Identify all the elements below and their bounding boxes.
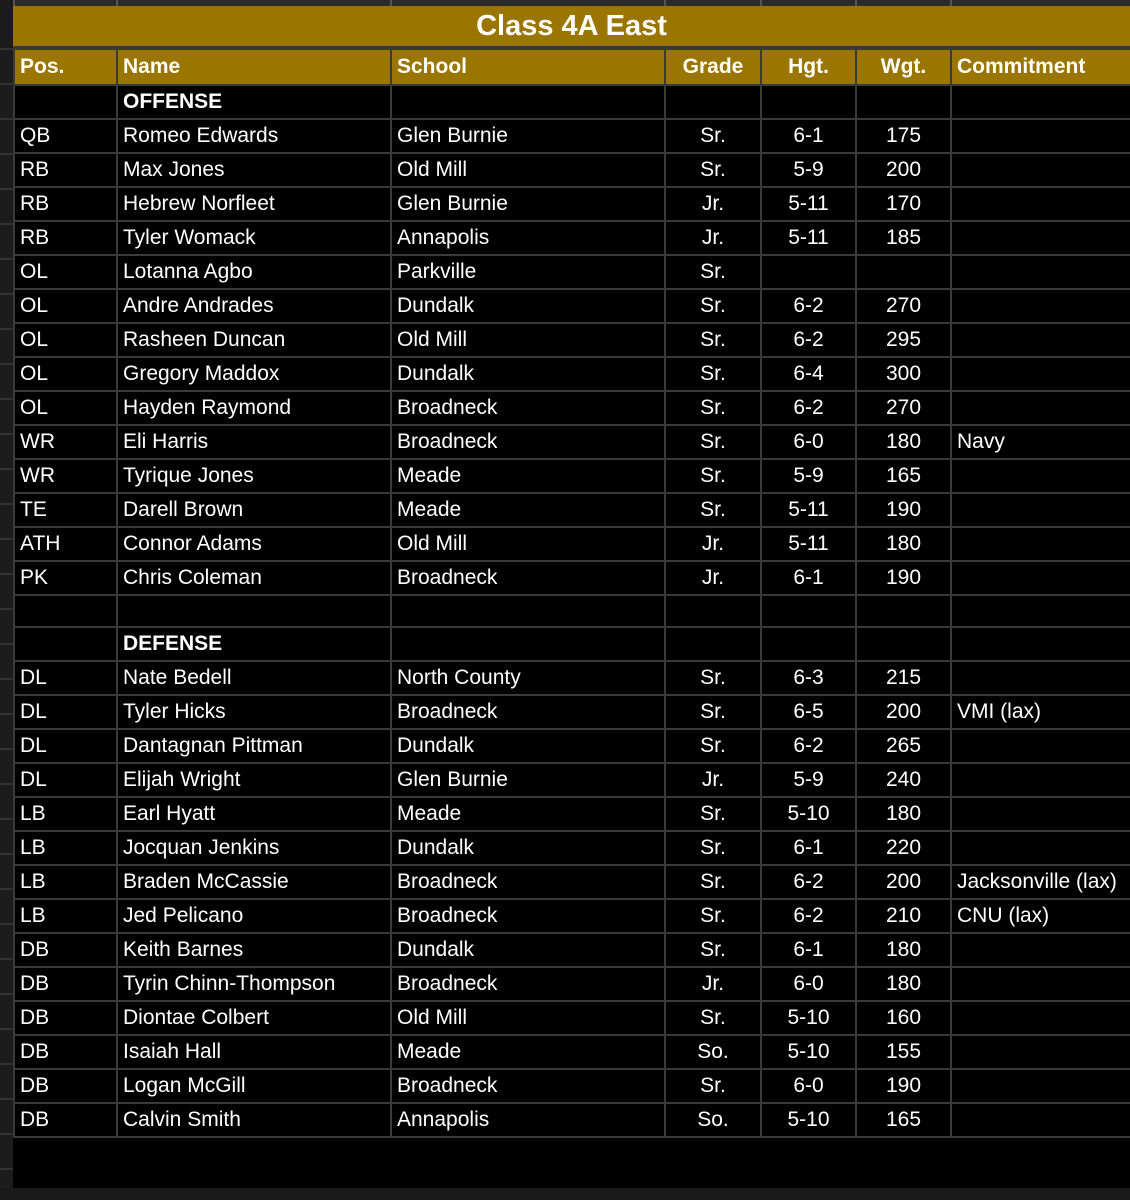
cell-commitment[interactable] <box>951 323 1130 357</box>
cell-height[interactable]: 6-1 <box>761 831 856 865</box>
cell-height[interactable]: 6-0 <box>761 967 856 1001</box>
cell-name[interactable]: Diontae Colbert <box>117 1001 391 1035</box>
cell-commitment[interactable] <box>951 933 1130 967</box>
cell-name[interactable]: Tyler Hicks <box>117 695 391 729</box>
row-header-divider <box>0 48 13 50</box>
table-row <box>14 933 1130 967</box>
cell-pos[interactable]: RB <box>14 153 117 187</box>
cell-pos[interactable]: DB <box>14 1103 117 1137</box>
cell-height[interactable] <box>761 85 856 119</box>
table-row <box>14 661 1130 695</box>
cell-school[interactable]: Broadneck <box>391 425 665 459</box>
cell-pos[interactable]: DB <box>14 1001 117 1035</box>
cell-commitment[interactable] <box>951 1103 1130 1137</box>
cell-pos[interactable]: DL <box>14 695 117 729</box>
row-header-divider <box>0 573 13 575</box>
cell-grade[interactable]: Jr. <box>665 221 761 255</box>
cell-height[interactable]: 5-10 <box>761 797 856 831</box>
cell-commitment[interactable]: VMI (lax) <box>951 695 1130 729</box>
cell-name[interactable]: Jed Pelicano <box>117 899 391 933</box>
cell-weight[interactable] <box>856 627 951 661</box>
cell-commitment[interactable] <box>951 119 1130 153</box>
row-header-strip <box>0 0 13 1200</box>
cell-height[interactable]: 6-2 <box>761 391 856 425</box>
cell-school[interactable]: North County <box>391 661 665 695</box>
cell-weight[interactable]: 270 <box>856 391 951 425</box>
cell-grade[interactable]: Jr. <box>665 527 761 561</box>
table-row <box>14 1069 1130 1103</box>
cell-grade[interactable]: Sr. <box>665 1001 761 1035</box>
cell-grade[interactable]: Sr. <box>665 323 761 357</box>
cell-weight[interactable]: 190 <box>856 1069 951 1103</box>
row-header-divider <box>0 1028 13 1030</box>
cell-commitment[interactable]: Jacksonville (lax) <box>951 865 1130 899</box>
table-row <box>14 459 1130 493</box>
column-header-commitment[interactable]: Commitment <box>951 49 1130 85</box>
row-header-divider <box>0 783 13 785</box>
row-header-divider <box>0 678 13 680</box>
cell-weight[interactable]: 180 <box>856 933 951 967</box>
cell-weight[interactable]: 210 <box>856 899 951 933</box>
cell-pos[interactable]: PK <box>14 561 117 595</box>
cell-grade[interactable]: Sr. <box>665 153 761 187</box>
cell-commitment[interactable] <box>951 595 1130 627</box>
table-row <box>14 323 1130 357</box>
cell-weight[interactable]: 270 <box>856 289 951 323</box>
cell-school[interactable]: Meade <box>391 797 665 831</box>
cell-commitment[interactable] <box>951 255 1130 289</box>
cell-height[interactable]: 6-2 <box>761 729 856 763</box>
cell-height[interactable] <box>761 595 856 627</box>
cell-name[interactable]: Tyrique Jones <box>117 459 391 493</box>
cell-grade[interactable]: Sr. <box>665 661 761 695</box>
cell-pos[interactable]: OL <box>14 255 117 289</box>
cell-school[interactable]: Dundalk <box>391 729 665 763</box>
cell-pos[interactable]: LB <box>14 899 117 933</box>
cell-grade[interactable]: Sr. <box>665 357 761 391</box>
cell-weight[interactable] <box>856 255 951 289</box>
table-row <box>14 695 1130 729</box>
cell-commitment[interactable] <box>951 561 1130 595</box>
column-header-grade[interactable]: Grade <box>665 49 761 85</box>
cell-height[interactable]: 6-2 <box>761 865 856 899</box>
row-header-divider <box>0 748 13 750</box>
cell-grade[interactable]: So. <box>665 1035 761 1069</box>
cell-school[interactable]: Old Mill <box>391 323 665 357</box>
cell-school[interactable]: Dundalk <box>391 831 665 865</box>
section-header-row <box>14 627 1130 661</box>
table-row <box>14 255 1130 289</box>
cell-pos[interactable]: LB <box>14 797 117 831</box>
cell-school[interactable]: Broadneck <box>391 899 665 933</box>
column-header-pos[interactable]: Pos. <box>14 49 117 85</box>
row-header-divider <box>0 538 13 540</box>
table-row <box>14 425 1130 459</box>
cell-grade[interactable]: Sr. <box>665 493 761 527</box>
row-header-divider <box>0 643 13 645</box>
cell-name[interactable]: Dantagnan Pittman <box>117 729 391 763</box>
cell-school[interactable]: Dundalk <box>391 933 665 967</box>
row-header-divider <box>0 1168 13 1170</box>
row-header-divider <box>0 888 13 890</box>
cell-height[interactable]: 6-2 <box>761 323 856 357</box>
cell-school[interactable]: Glen Burnie <box>391 119 665 153</box>
table-row <box>14 797 1130 831</box>
table-row <box>14 153 1130 187</box>
row-header-divider <box>0 223 13 225</box>
cell-school[interactable]: Broadneck <box>391 695 665 729</box>
cell-grade[interactable]: Sr. <box>665 425 761 459</box>
cell-pos[interactable]: WR <box>14 459 117 493</box>
cell-height[interactable]: 5-11 <box>761 221 856 255</box>
row-header-divider <box>0 118 13 120</box>
cell-weight[interactable]: 200 <box>856 153 951 187</box>
cell-name[interactable]: Romeo Edwards <box>117 119 391 153</box>
cell-height[interactable]: 5-9 <box>761 459 856 493</box>
cell-weight[interactable]: 295 <box>856 323 951 357</box>
cell-name[interactable]: Jocquan Jenkins <box>117 831 391 865</box>
cell-name[interactable]: Lotanna Agbo <box>117 255 391 289</box>
cell-height[interactable]: 5-11 <box>761 493 856 527</box>
cell-height[interactable]: 5-9 <box>761 763 856 797</box>
cell-name[interactable]: Andre Andrades <box>117 289 391 323</box>
cell-school[interactable] <box>391 627 665 661</box>
cell-weight[interactable]: 200 <box>856 695 951 729</box>
cell-grade[interactable]: Jr. <box>665 763 761 797</box>
cell-name[interactable] <box>117 595 391 627</box>
cell-pos[interactable]: DL <box>14 729 117 763</box>
cell-name[interactable]: DEFENSE <box>117 627 391 661</box>
cell-grade[interactable]: Sr. <box>665 933 761 967</box>
cell-grade[interactable]: Sr. <box>665 1069 761 1103</box>
cell-grade[interactable]: Sr. <box>665 391 761 425</box>
cell-school[interactable]: Annapolis <box>391 221 665 255</box>
row-header-divider <box>0 433 13 435</box>
cell-height[interactable]: 6-2 <box>761 899 856 933</box>
section-header-row <box>14 85 1130 119</box>
cell-name[interactable]: Darell Brown <box>117 493 391 527</box>
cell-height[interactable]: 6-1 <box>761 933 856 967</box>
cell-school[interactable]: Annapolis <box>391 1103 665 1137</box>
table-row <box>14 595 1130 627</box>
row-header-divider <box>0 1133 13 1135</box>
table-row <box>14 391 1130 425</box>
cell-height[interactable]: 5-10 <box>761 1103 856 1137</box>
column-header-height[interactable]: Hgt. <box>761 49 856 85</box>
row-header-divider <box>0 713 13 715</box>
row-header-divider <box>0 818 13 820</box>
cell-weight[interactable]: 300 <box>856 357 951 391</box>
cell-commitment[interactable] <box>951 797 1130 831</box>
column-header-weight[interactable]: Wgt. <box>856 49 951 85</box>
cell-school[interactable]: Old Mill <box>391 527 665 561</box>
row-header-divider <box>0 468 13 470</box>
cell-name[interactable]: Tyrin Chinn-Thompson <box>117 967 391 1001</box>
cell-school[interactable]: Glen Burnie <box>391 187 665 221</box>
cell-height[interactable]: 6-5 <box>761 695 856 729</box>
cell-grade[interactable]: Sr. <box>665 459 761 493</box>
cell-weight[interactable]: 180 <box>856 425 951 459</box>
cell-name[interactable]: Keith Barnes <box>117 933 391 967</box>
cell-school[interactable] <box>391 595 665 627</box>
cell-height[interactable]: 6-0 <box>761 1069 856 1103</box>
cell-name[interactable]: Logan McGill <box>117 1069 391 1103</box>
row-header-divider <box>0 188 13 190</box>
sheet-bottom-edge <box>0 1188 1130 1200</box>
cell-school[interactable]: Glen Burnie <box>391 763 665 797</box>
cell-grade[interactable]: Sr. <box>665 729 761 763</box>
column-header-school[interactable]: School <box>391 49 665 85</box>
row-header-divider <box>0 153 13 155</box>
sheet-title-cell[interactable]: Class 4A East <box>13 6 1130 48</box>
cell-grade[interactable] <box>665 595 761 627</box>
cell-pos[interactable]: DB <box>14 1035 117 1069</box>
cell-weight[interactable]: 190 <box>856 493 951 527</box>
cell-commitment[interactable] <box>951 85 1130 119</box>
cell-name[interactable]: Hebrew Norfleet <box>117 187 391 221</box>
cell-school[interactable]: Dundalk <box>391 289 665 323</box>
cell-school[interactable]: Broadneck <box>391 391 665 425</box>
cell-school[interactable]: Broadneck <box>391 967 665 1001</box>
cell-weight[interactable]: 215 <box>856 661 951 695</box>
cell-grade[interactable]: Sr. <box>665 899 761 933</box>
cell-name[interactable]: Hayden Raymond <box>117 391 391 425</box>
cell-commitment[interactable]: Navy <box>951 425 1130 459</box>
row-header-divider <box>0 328 13 330</box>
cell-pos[interactable]: OL <box>14 357 117 391</box>
cell-commitment[interactable] <box>951 153 1130 187</box>
row-header-divider <box>0 923 13 925</box>
cell-name[interactable]: Elijah Wright <box>117 763 391 797</box>
cell-name[interactable]: Gregory Maddox <box>117 357 391 391</box>
cell-commitment[interactable] <box>951 1069 1130 1103</box>
cell-name[interactable]: Nate Bedell <box>117 661 391 695</box>
cell-name[interactable]: Max Jones <box>117 153 391 187</box>
cell-commitment[interactable] <box>951 221 1130 255</box>
cell-commitment[interactable] <box>951 729 1130 763</box>
table-row <box>14 763 1130 797</box>
cell-height[interactable]: 5-11 <box>761 527 856 561</box>
cell-grade[interactable]: So. <box>665 1103 761 1137</box>
cell-commitment[interactable] <box>951 187 1130 221</box>
cell-pos[interactable]: QB <box>14 119 117 153</box>
column-header-row <box>14 49 1130 85</box>
cell-weight[interactable]: 180 <box>856 797 951 831</box>
cell-pos[interactable]: LB <box>14 865 117 899</box>
cell-name[interactable]: Braden McCassie <box>117 865 391 899</box>
cell-name[interactable]: Chris Coleman <box>117 561 391 595</box>
cell-school[interactable]: Parkville <box>391 255 665 289</box>
table-row <box>14 357 1130 391</box>
cell-pos[interactable]: DB <box>14 1069 117 1103</box>
cell-commitment[interactable] <box>951 493 1130 527</box>
cell-grade[interactable]: Sr. <box>665 119 761 153</box>
cell-height[interactable]: 5-10 <box>761 1001 856 1035</box>
cell-weight[interactable]: 165 <box>856 1103 951 1137</box>
table-row <box>14 1103 1130 1137</box>
cell-commitment[interactable] <box>951 967 1130 1001</box>
cell-grade[interactable] <box>665 627 761 661</box>
cell-commitment[interactable] <box>951 289 1130 323</box>
table-row <box>14 899 1130 933</box>
cell-pos[interactable] <box>14 627 117 661</box>
cell-weight[interactable]: 185 <box>856 221 951 255</box>
cell-commitment[interactable] <box>951 1035 1130 1069</box>
cell-weight[interactable]: 190 <box>856 561 951 595</box>
cell-grade[interactable] <box>665 85 761 119</box>
cell-weight[interactable]: 165 <box>856 459 951 493</box>
cell-commitment[interactable] <box>951 391 1130 425</box>
cell-name[interactable]: Calvin Smith <box>117 1103 391 1137</box>
table-row <box>14 527 1130 561</box>
cell-school[interactable]: Meade <box>391 459 665 493</box>
cell-commitment[interactable] <box>951 763 1130 797</box>
cell-commitment[interactable] <box>951 627 1130 661</box>
cell-weight[interactable]: 240 <box>856 763 951 797</box>
cell-pos[interactable]: DB <box>14 967 117 1001</box>
cell-weight[interactable]: 220 <box>856 831 951 865</box>
cell-weight[interactable]: 175 <box>856 119 951 153</box>
cell-name[interactable]: Tyler Womack <box>117 221 391 255</box>
table-row <box>14 221 1130 255</box>
row-header-divider <box>0 258 13 260</box>
cell-height[interactable]: 6-2 <box>761 289 856 323</box>
row-header-divider <box>0 293 13 295</box>
cell-name[interactable]: OFFENSE <box>117 85 391 119</box>
cell-height[interactable]: 6-3 <box>761 661 856 695</box>
table-row <box>14 729 1130 763</box>
cell-school[interactable]: Broadneck <box>391 1069 665 1103</box>
cell-name[interactable]: Connor Adams <box>117 527 391 561</box>
cell-grade[interactable]: Sr. <box>665 289 761 323</box>
cell-height[interactable]: 5-10 <box>761 1035 856 1069</box>
table-row <box>14 1001 1130 1035</box>
cell-height[interactable] <box>761 627 856 661</box>
column-header-name[interactable]: Name <box>117 49 391 85</box>
cell-pos[interactable]: DL <box>14 763 117 797</box>
cell-weight[interactable]: 155 <box>856 1035 951 1069</box>
row-header-divider <box>0 1063 13 1065</box>
cell-weight[interactable]: 200 <box>856 865 951 899</box>
cell-school[interactable]: Meade <box>391 493 665 527</box>
cell-height[interactable]: 5-9 <box>761 153 856 187</box>
cell-commitment[interactable] <box>951 459 1130 493</box>
table-row <box>14 187 1130 221</box>
cell-grade[interactable]: Jr. <box>665 967 761 1001</box>
cell-weight[interactable] <box>856 85 951 119</box>
cell-weight[interactable]: 160 <box>856 1001 951 1035</box>
cell-pos[interactable]: TE <box>14 493 117 527</box>
cell-weight[interactable]: 180 <box>856 527 951 561</box>
cell-school[interactable]: Old Mill <box>391 1001 665 1035</box>
cell-school[interactable]: Dundalk <box>391 357 665 391</box>
cell-grade[interactable]: Sr. <box>665 255 761 289</box>
cell-height[interactable]: 6-4 <box>761 357 856 391</box>
cell-commitment[interactable] <box>951 1001 1130 1035</box>
cell-name[interactable]: Rasheen Duncan <box>117 323 391 357</box>
cell-name[interactable]: Eli Harris <box>117 425 391 459</box>
cell-pos[interactable]: DL <box>14 661 117 695</box>
cell-pos[interactable]: RB <box>14 221 117 255</box>
row-header-divider <box>0 398 13 400</box>
cell-commitment[interactable] <box>951 661 1130 695</box>
cell-school[interactable] <box>391 85 665 119</box>
cell-school[interactable]: Meade <box>391 1035 665 1069</box>
cell-pos[interactable]: OL <box>14 289 117 323</box>
roster-table <box>13 48 1130 1138</box>
cell-pos[interactable]: OL <box>14 391 117 425</box>
cell-commitment[interactable] <box>951 831 1130 865</box>
cell-pos[interactable]: LB <box>14 831 117 865</box>
cell-school[interactable]: Broadneck <box>391 561 665 595</box>
cell-weight[interactable]: 265 <box>856 729 951 763</box>
row-header-divider <box>0 993 13 995</box>
cell-pos[interactable]: RB <box>14 187 117 221</box>
cell-commitment[interactable]: CNU (lax) <box>951 899 1130 933</box>
table-row <box>14 289 1130 323</box>
cell-grade[interactable]: Jr. <box>665 561 761 595</box>
cell-height[interactable]: 6-1 <box>761 119 856 153</box>
table-row <box>14 831 1130 865</box>
table-row <box>14 967 1130 1001</box>
cell-grade[interactable]: Sr. <box>665 695 761 729</box>
table-row <box>14 865 1130 899</box>
cell-pos[interactable]: DB <box>14 933 117 967</box>
row-header-divider <box>0 958 13 960</box>
row-header-divider <box>0 608 13 610</box>
cell-height[interactable]: 6-1 <box>761 561 856 595</box>
cell-commitment[interactable] <box>951 527 1130 561</box>
cell-pos[interactable] <box>14 85 117 119</box>
row-header-divider <box>0 503 13 505</box>
cell-pos[interactable] <box>14 595 117 627</box>
table-row <box>14 119 1130 153</box>
cell-pos[interactable]: ATH <box>14 527 117 561</box>
cell-grade[interactable]: Jr. <box>665 187 761 221</box>
cell-weight[interactable] <box>856 595 951 627</box>
row-header-divider <box>0 1098 13 1100</box>
cell-pos[interactable]: WR <box>14 425 117 459</box>
table-row <box>14 1035 1130 1069</box>
cell-grade[interactable]: Sr. <box>665 797 761 831</box>
cell-grade[interactable]: Sr. <box>665 865 761 899</box>
cell-name[interactable]: Isaiah Hall <box>117 1035 391 1069</box>
cell-height[interactable]: 5-11 <box>761 187 856 221</box>
table-row <box>14 561 1130 595</box>
cell-commitment[interactable] <box>951 357 1130 391</box>
cell-weight[interactable]: 180 <box>856 967 951 1001</box>
cell-school[interactable]: Old Mill <box>391 153 665 187</box>
cell-height[interactable] <box>761 255 856 289</box>
cell-name[interactable]: Earl Hyatt <box>117 797 391 831</box>
cell-height[interactable]: 6-0 <box>761 425 856 459</box>
cell-weight[interactable]: 170 <box>856 187 951 221</box>
cell-pos[interactable]: OL <box>14 323 117 357</box>
cell-school[interactable]: Broadneck <box>391 865 665 899</box>
table-row <box>14 493 1130 527</box>
cell-grade[interactable]: Sr. <box>665 831 761 865</box>
row-header-divider <box>0 853 13 855</box>
row-header-divider <box>0 83 13 85</box>
row-header-divider <box>0 363 13 365</box>
